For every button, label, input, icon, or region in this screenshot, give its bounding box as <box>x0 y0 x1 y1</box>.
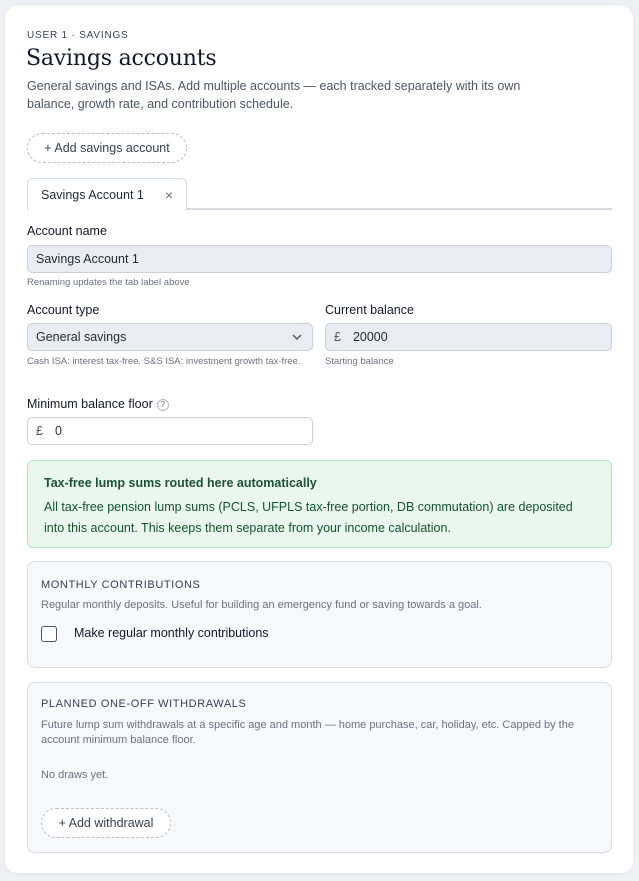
minimum-floor-label-text: Minimum balance floor <box>27 397 153 411</box>
add-savings-account-button[interactable]: + Add savings account <box>27 133 187 163</box>
tab-savings-account-1[interactable] <box>27 178 187 210</box>
withdrawals-empty-text: No draws yet. <box>41 769 109 781</box>
withdrawals-heading: PLANNED ONE-OFF WITHDRAWALS <box>41 698 247 710</box>
account-name-value: Savings Account 1 <box>36 252 139 266</box>
monthly-contributions-checkbox[interactable] <box>41 626 57 642</box>
currency-symbol: £ <box>36 424 43 438</box>
account-name-hint: Renaming updates the tab label above <box>27 277 190 288</box>
account-type-label: Account type <box>27 303 100 317</box>
withdrawals-panel <box>27 682 612 853</box>
account-name-label: Account name <box>27 224 107 238</box>
monthly-contributions-description: Regular monthly deposits. Useful for building an emergency fund or saving towards a goal. <box>41 599 482 611</box>
account-name-input[interactable] <box>27 245 612 273</box>
minimum-floor-value: 0 <box>54 424 62 438</box>
account-type-select[interactable] <box>27 323 313 351</box>
current-balance-value: 20000 <box>352 330 388 344</box>
withdrawals-description: Future lump sum withdrawals at a specific age and month — home purchase, car, holiday, etc. Capped by the account minimum balance floor. <box>41 719 574 746</box>
tab-label: Savings Account 1 <box>41 187 144 202</box>
account-type-hint: Cash ISA: interest tax-free. S&S ISA: investment growth tax-free. <box>27 356 301 367</box>
minimum-floor-input[interactable] <box>27 417 313 445</box>
section-eyebrow: USER 1 · SAVINGS <box>27 30 129 41</box>
monthly-contributions-checkbox-label[interactable]: Make regular monthly contributions <box>74 626 269 640</box>
current-balance-label: Current balance <box>325 303 414 317</box>
monthly-contributions-panel <box>27 561 612 668</box>
page-description: General savings and ISAs. Add multiple accounts — each tracked separately with its own balance, growth rate, and contribution schedule. <box>27 79 521 111</box>
minimum-floor-label <box>27 397 169 411</box>
tax-free-notice <box>27 460 612 548</box>
current-balance-input[interactable] <box>325 323 612 351</box>
chevron-down-icon <box>292 332 302 342</box>
account-type-value: General savings <box>36 330 127 344</box>
notice-body: All tax-free pension lump sums (PCLS, UFPLS tax-free portion, DB commutation) are deposited into this account. This keeps them separate from your income calculation. <box>44 500 573 535</box>
monthly-contributions-heading: MONTHLY CONTRIBUTIONS <box>41 579 201 591</box>
savings-card <box>5 6 633 873</box>
current-balance-hint: Starting balance <box>325 356 394 367</box>
add-withdrawal-button[interactable]: + Add withdrawal <box>41 808 171 838</box>
currency-symbol: £ <box>334 330 341 344</box>
help-icon[interactable]: ? <box>157 399 169 411</box>
page-title: Savings accounts <box>26 46 217 71</box>
notice-title: Tax-free lump sums routed here automatically <box>44 476 317 490</box>
close-icon[interactable]: × <box>164 187 173 203</box>
